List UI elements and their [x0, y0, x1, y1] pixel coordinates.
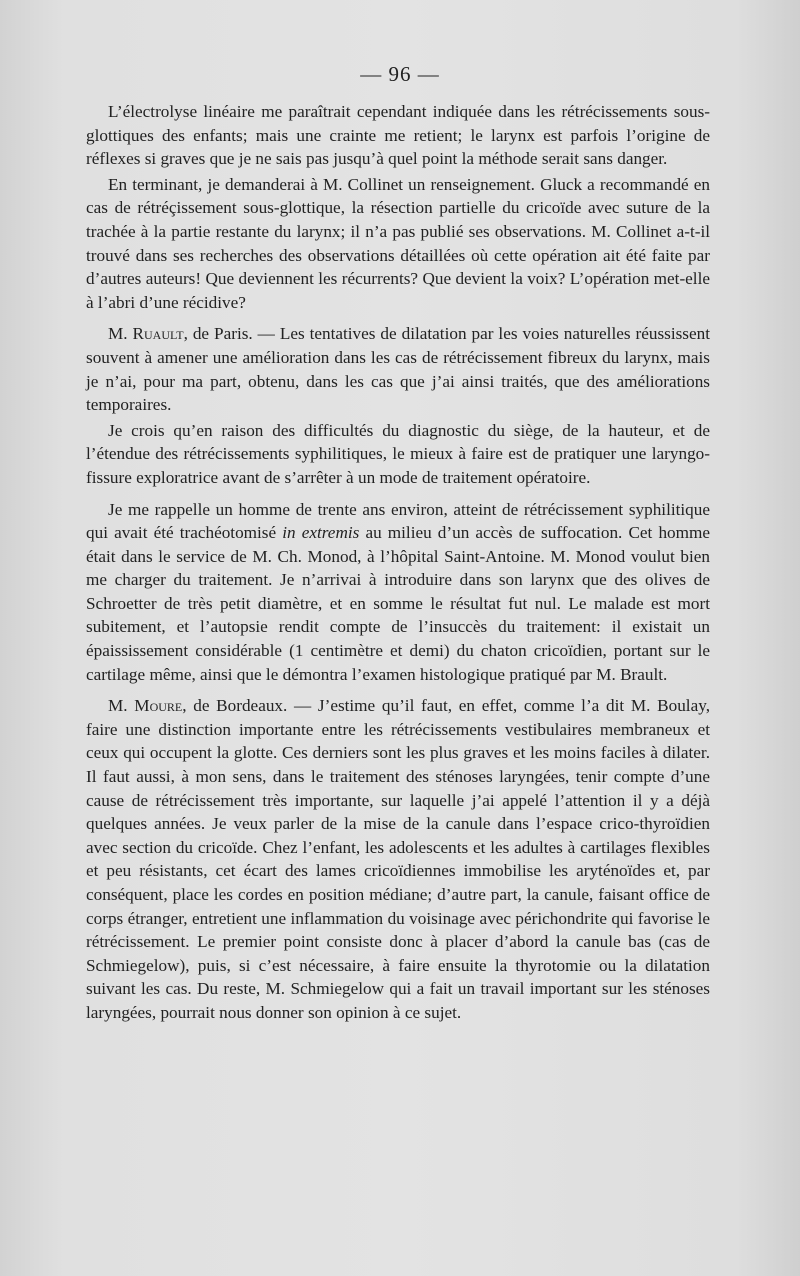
speaker-remarks: , de Paris. — Les tentatives de dilatation par les voies naturelles réussissent souvent à amener une amélioration dans les cas de rétrécissement fibreux du larynx, mais je n’ai, pour ma part, obtenu, dans les cas que j’ai ainsi traités, que des améliorations temporaires.: [86, 324, 710, 415]
page-number: — 96 —: [360, 62, 440, 86]
paragraph-ruault: [86, 322, 710, 416]
case-text-italic: in extremis: [282, 523, 360, 543]
speaker-remarks: , de Bordeaux. — J’estime qu’il faut, en effet, comme l’a dit M. Boulay, faire une distinction importante entre les rétrécissements vestibulaires membraneux et ceux qui occupent la glotte. Ces derniers sont les plus graves et les moins faciles à dilater. Il faut aussi, à mon sens, dans le traitement des sténoses laryngées, tenir compte d’une cause de rétrécissement très importante, sur laquelle j’ai appelé l’attention il y a déjà quelques années. Je veux parler de la mise de la canule dans l’espace crico-thyroïdien avec section du cricoïde. Chez l’enfant, les adolescents et les adultes à cartilages flexibles et peu résistants, cet écart des lames cricoïdiennes immobilise les aryténoïdes et, par conséquent, place les cordes en position médiane; d’autre part, la canule, faisant office de corps étranger, entretient une inflammation du voisinage avec périchondrite qui favorise le rétrécissement. Le premier point consiste donc à placer d’abord la canule bas (cas de Schmiegelow), puis, si c’est nécessaire, à faire ensuite la thyrotomie ou la dilatation suivant les cas. Du reste, M. Schmiegelow qui a fait un travail important sur les sténoses laryngées, pourrait nous donner son opinion à ce sujet.: [86, 696, 710, 1022]
case-text-after: au milieu d’un accès de suffocation. Cet homme était dans le service de M. Ch. Monod, à l’hôpital Saint-Antoine. M. Monod voulut bien me charger du traitement. Je n’arrivai à introduire dans son larynx que des olives de Schroetter de très petit diamètre, et en somme le résultat fut nul. Le malade est mort subitement, et l’autopsie rendit compte de l’insuccès du traitement: il existait un épaississement considérable (1 centimètre et demi) du chaton cricoïdien, portant sur le cartilage même, ainsi que le démontra l’examen histologique pratiqué par M. Brault.: [86, 523, 710, 684]
paragraph-syphilitic-strictures: Je crois qu’en raison des difficultés du diagnostic du siège, de la hauteur, et de l’étendue des rétrécissements syphilitiques, le mieux à faire est de pratiquer une laryngo-fissure exploratrice avant de s’arrêter à un mode de traitement opératoire.: [86, 420, 710, 487]
paragraph-collinet-question: En terminant, je demanderai à M. Collinet un renseignement. Gluck a recommandé en cas de rétréçissement sous-glottique, la résection partielle du cricoïde avec suture de la trachée à la partie restante du larynx; il n’a pas publié ses observations. M. Collinet a-t-il trouvé dans ses recherches des observations détaillées où cette opération ait été faite par d’autres auteurs! Que deviennent les récurrents? Que devient la voix? L’opération met-elle à l’abri d’une récidive?: [86, 174, 710, 312]
speaker-name: Ruault: [132, 324, 184, 344]
body-text: [86, 100, 710, 1025]
speaker-prefix: M.: [108, 324, 133, 344]
speaker-prefix: M.: [108, 696, 135, 716]
speaker-name: Moure: [134, 696, 183, 716]
paragraph-moure: [86, 694, 710, 1024]
case-text-before: Je me rappelle un homme de trente ans environ, atteint de rétrécissement syphilitique qui avait été trachéotomisé: [86, 499, 710, 543]
paragraph-case-report: [86, 498, 710, 687]
paragraph-electrolysis: L’électrolyse linéaire me paraîtrait cependant indiquée dans les rétrécissements sous-glottiques des enfants; mais une crainte me retient; le larynx est parfois l’origine de réflexes si graves que je ne sais pas jusqu’à quel point la méthode serait sans danger.: [86, 102, 710, 169]
